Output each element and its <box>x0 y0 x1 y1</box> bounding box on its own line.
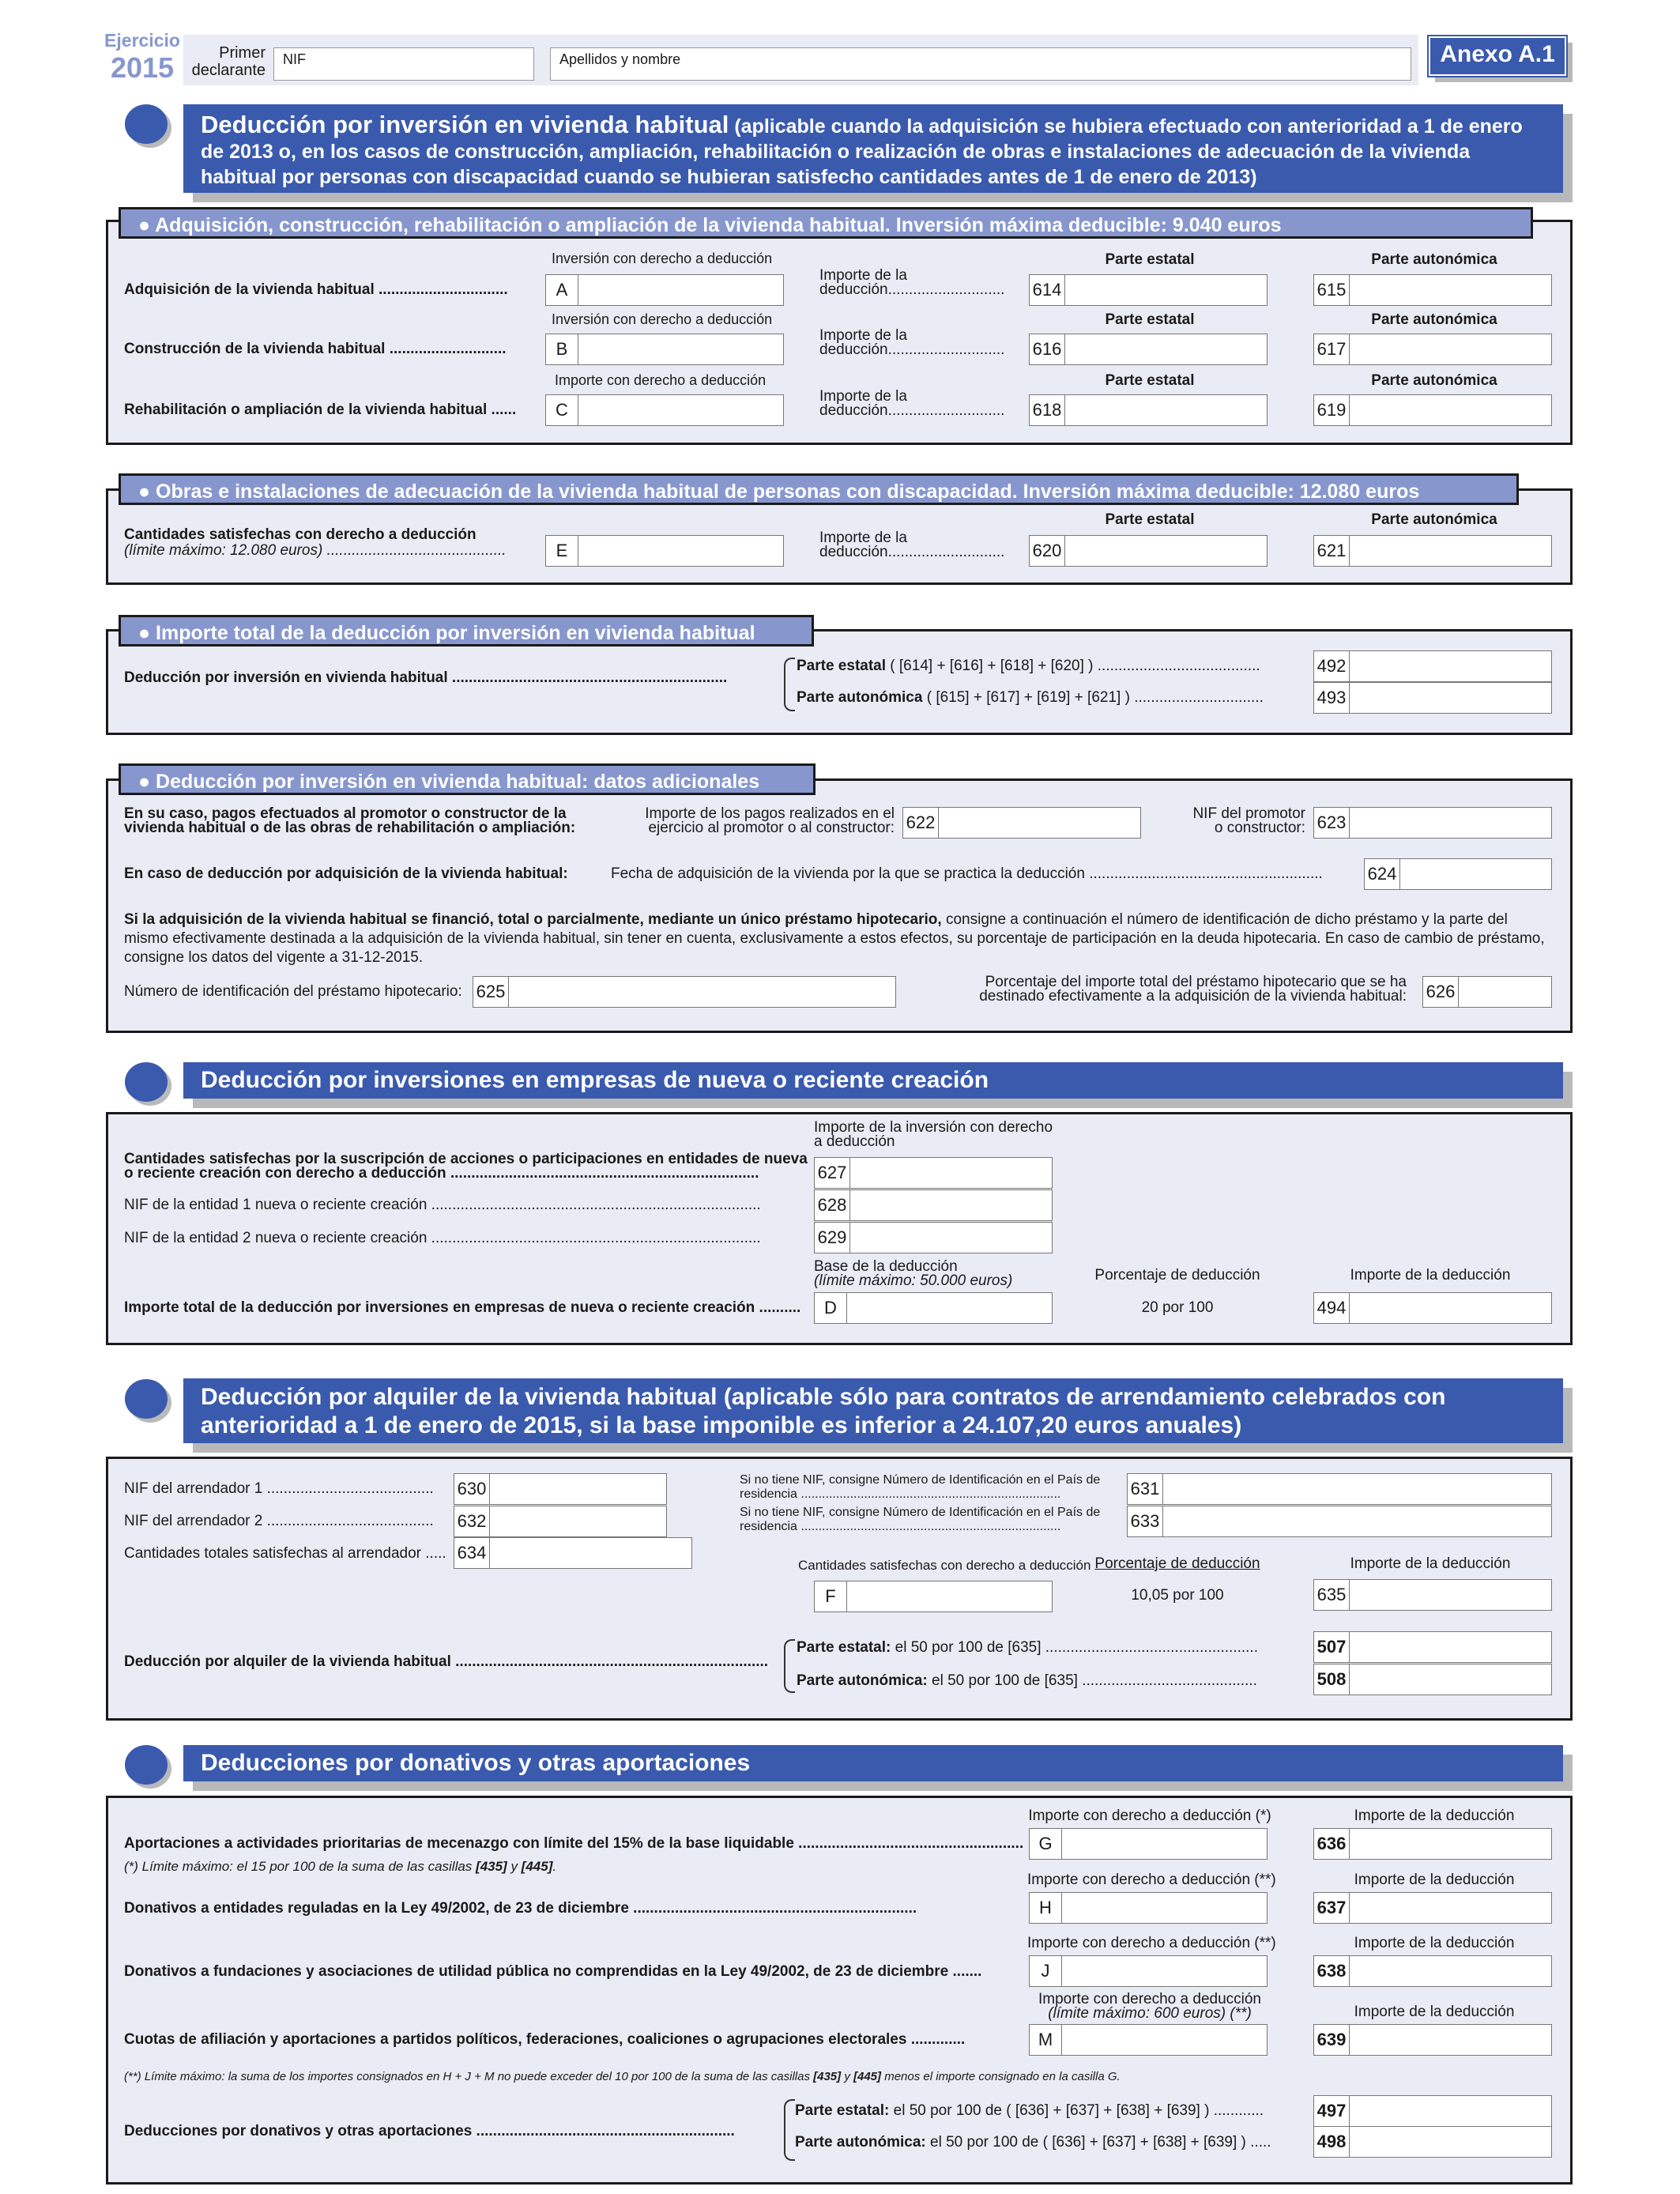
section-empresas-header <box>183 1062 1563 1099</box>
donativos-autonomica-bold: Parte autonómica: <box>795 2134 926 2151</box>
casilla-497-key: 497 <box>1314 2096 1350 2126</box>
total-estatal-label <box>797 658 1260 675</box>
casilla-638[interactable] <box>1313 1955 1552 1987</box>
casilla-630[interactable] <box>454 1473 667 1505</box>
casilla-631[interactable] <box>1127 1473 1552 1505</box>
section-alquiler-title: Deducción por alquiler de la vivienda habitual <box>201 1384 718 1410</box>
parte-estatal-h1: Parte estatal <box>1105 251 1195 268</box>
rehabilitacion-top-label: Importe con derecho a deducción <box>555 372 767 388</box>
importe-label-2: deducción............................ <box>819 281 1005 298</box>
apellidos-label: Apellidos y nombre <box>559 51 681 67</box>
alquiler-autonomica-formula: el 50 por 100 de [635] .......................................... <box>927 1672 1257 1689</box>
section-bullet-icon <box>125 1062 168 1102</box>
importe-label-5: Importe de la <box>819 388 907 405</box>
prestamo-paragraph <box>124 910 1546 967</box>
nif-field[interactable] <box>273 47 534 81</box>
casilla-637-key: 637 <box>1314 1893 1350 1923</box>
casilla-624-key: 624 <box>1365 859 1400 889</box>
casilla-632-key: 632 <box>454 1506 490 1536</box>
pagos-label-1: En su caso, pagos efectuados al promotor o constructor de la <box>124 805 567 822</box>
casilla-508-key: 508 <box>1314 1664 1350 1695</box>
porcentaje-deduccion-h2: Porcentaje de deducción <box>1094 1555 1260 1572</box>
casilla-E-key: E <box>546 536 578 566</box>
casilla-638-key: 638 <box>1314 1956 1350 1986</box>
casilla-620[interactable] <box>1029 535 1268 567</box>
porcentaje-prestamo-label-1: Porcentaje del importe total del préstamo hipotecario que se ha <box>985 974 1407 990</box>
mecenazgo-nota-end: . <box>552 1859 557 1874</box>
casilla-494-key: 494 <box>1314 1293 1350 1323</box>
casilla-628[interactable] <box>814 1189 1053 1221</box>
casilla-637[interactable] <box>1313 1892 1552 1924</box>
donativos-h3: Importe con derecho a deducción (**) <box>1027 1935 1276 1951</box>
parte-autonomica-h3: Parte autonómica <box>1371 372 1497 389</box>
casilla-614[interactable] <box>1029 274 1268 306</box>
importe-label-3: Importe de la <box>819 327 907 344</box>
section-vivienda-subtitle: (aplicable cuando la adquisición se hubiera efectuado con anterioridad a 1 de enero de 2013 o, en los casos de construcción, ampliación, rehabilitación o realización de obras e instalaciones de adecuación de la vivienda habitual por personas con discapacidad cuando se hubieran satisfecho cantidades antes de 1 de enero de 2013) <box>201 115 1523 188</box>
parte-autonomica-h4: Parte autonómica <box>1371 511 1497 528</box>
casilla-627-key: 627 <box>815 1158 850 1188</box>
casilla-636-key: 636 <box>1314 1829 1350 1859</box>
donativos-importe-h2: Importe de la deducción <box>1354 1872 1515 1888</box>
casilla-F[interactable] <box>814 1581 1053 1612</box>
donativos-h4a: Importe con derecho a deducción <box>1038 1991 1261 2007</box>
mecenazgo-nota <box>124 1858 556 1875</box>
discapacidad-limite: (límite máximo: 12.080 euros) ........................................... <box>124 542 507 559</box>
importe-pagos-label-1: Importe de los pagos realizados en el <box>645 805 895 822</box>
porcentaje-deduccion-h1: Porcentaje de deducción <box>1094 1267 1260 1284</box>
alquiler-estatal-label <box>797 1639 1258 1657</box>
porcentaje-prestamo-label-2: destinado efectivamente a la adquisición de la vivienda habitual: <box>979 988 1407 1005</box>
base-deduccion-limite: (límite máximo: 50.000 euros) <box>814 1272 1013 1289</box>
subheader-datos-adicionales: ● Deducción por inversión en vivienda habitual: datos adicionales <box>119 763 816 795</box>
section-alquiler-header <box>183 1378 1563 1443</box>
ejercicio-label: Ejercicio <box>104 30 180 51</box>
alquiler-autonomica-bold: Parte autonómica: <box>797 1672 928 1689</box>
donativos-ley-label: Donativos a entidades reguladas en la Ley 49/2002, de 23 de diciembre .................................................................... <box>124 1900 917 1917</box>
cantidades-satisfechas-h: Cantidades satisfechas con derecho a deducción <box>798 1558 1091 1573</box>
casilla-626-key: 626 <box>1423 977 1459 1007</box>
casilla-621-key: 621 <box>1314 536 1350 566</box>
importe-label-6: deducción............................ <box>819 402 1005 419</box>
casilla-619-key: 619 <box>1314 395 1350 425</box>
sin-nif-1-label-a: Si no tiene NIF, consigne Número de Identificación en el País de <box>740 1473 1101 1487</box>
casilla-D-key: D <box>815 1293 847 1323</box>
donativos-nota-end: menos el importe consignado en la casilla G. <box>881 2070 1121 2083</box>
pagos-label-2: vivienda habitual o de las obras de rehabilitación o ampliación: <box>124 820 576 836</box>
parte-estatal-h2: Parte estatal <box>1105 311 1195 328</box>
section-donativos-title: Deducciones por donativos y otras aportaciones <box>201 1750 751 1776</box>
casilla-618[interactable] <box>1029 394 1268 426</box>
discapacidad-label: Cantidades satisfechas con derecho a deducción <box>124 526 477 543</box>
empresas-total-label: Importe total de la deducción por inversiones en empresas de nueva o reciente creación .......... <box>124 1299 801 1316</box>
casilla-639[interactable] <box>1313 2024 1552 2056</box>
casilla-E[interactable] <box>545 535 784 567</box>
mecenazgo-label: Aportaciones a actividades prioritarias de mecenazgo con límite del 15% de la base liquidable ...................................................... <box>124 1835 1024 1852</box>
nif-label: NIF <box>283 51 306 67</box>
empresas-importe-h2: a deducción <box>814 1133 895 1150</box>
empresas-porcentaje-value: 20 por 100 <box>1141 1299 1214 1316</box>
casilla-616[interactable] <box>1029 334 1268 365</box>
donativos-nota-445: [445] <box>853 2070 882 2083</box>
total-vivienda-brace <box>784 658 795 711</box>
casilla-616-key: 616 <box>1030 334 1065 364</box>
alquiler-porcentaje-value: 10,05 por 100 <box>1131 1587 1224 1604</box>
casilla-498-key: 498 <box>1314 2127 1350 2157</box>
section-empresas-title: Deducción por inversiones en empresas de nueva o reciente creación <box>201 1067 989 1093</box>
total-estatal-bold: Parte estatal <box>797 658 887 674</box>
donativos-h2: Importe con derecho a deducción (**) <box>1027 1872 1276 1888</box>
parte-autonomica-h1: Parte autonómica <box>1371 251 1497 268</box>
empresas-label-2: o reciente creación con derecho a deducción .......................................................................... <box>124 1165 759 1182</box>
casilla-636[interactable] <box>1313 1828 1552 1860</box>
cuotas-partidos-label: Cuotas de afiliación y aportaciones a partidos políticos, federaciones, coaliciones o agrupaciones electorales ............. <box>124 2031 966 2048</box>
donativos-nota-limite <box>124 2068 1121 2086</box>
casilla-623[interactable] <box>1313 807 1552 839</box>
importe-pagos-label-2: ejercicio al promotor o al constructor: <box>648 820 895 836</box>
casilla-614-key: 614 <box>1030 275 1065 305</box>
casilla-620-key: 620 <box>1030 536 1065 566</box>
casilla-H[interactable] <box>1029 1892 1268 1924</box>
casilla-A-key: A <box>546 275 578 305</box>
donativos-estatal-label <box>795 2102 1264 2120</box>
donativos-importe-h3: Importe de la deducción <box>1354 1935 1515 1951</box>
total-arrendador-label: Cantidades totales satisfechas al arrendador ..... <box>124 1545 446 1562</box>
casilla-631-key: 631 <box>1128 1474 1163 1504</box>
section-donativos-header <box>183 1745 1563 1781</box>
importe-label-1: Importe de la <box>819 267 907 284</box>
casilla-615[interactable] <box>1313 274 1552 306</box>
casilla-624[interactable] <box>1364 858 1552 890</box>
sin-nif-2-label-b: residencia .......................................................................... <box>740 1520 1061 1533</box>
casilla-634-key: 634 <box>454 1538 490 1568</box>
prestamo-numero-label: Número de identificación del préstamo hipotecario: <box>124 983 462 1000</box>
casilla-623-key: 623 <box>1314 808 1350 838</box>
section-bullet-icon <box>125 1379 168 1419</box>
importe-deduccion-h2: Importe de la deducción <box>1350 1555 1511 1572</box>
casilla-619[interactable] <box>1313 394 1552 426</box>
casilla-493[interactable] <box>1313 682 1552 714</box>
mecenazgo-nota-text: (*) Límite máximo: el 15 por 100 de la suma de las casillas <box>124 1859 477 1874</box>
donativos-fundaciones-label: Donativos a fundaciones y asociaciones de utilidad pública no comprendidas en la Ley 49/2002, de 23 de diciembre ....... <box>124 1963 982 1980</box>
casilla-633-key: 633 <box>1128 1506 1163 1536</box>
mecenazgo-nota-445: [445] <box>521 1859 553 1874</box>
empresas-label-1: Cantidades satisfechas por la suscripción de acciones o participaciones en entidades de nueva <box>124 1151 808 1167</box>
casilla-627[interactable] <box>814 1157 1053 1189</box>
casilla-493-key: 493 <box>1314 683 1350 713</box>
nif-promotor-label-2: o constructor: <box>1214 820 1305 836</box>
donativos-nota-text: (**) Límite máximo: la suma de los importes consignados en H + J + M no puede exceder del 10 por 100 de la suma de las casillas <box>124 2070 814 2083</box>
casilla-626[interactable] <box>1422 976 1552 1008</box>
casilla-628-key: 628 <box>815 1190 850 1220</box>
subheader-adquisicion: ● Adquisición, construcción, rehabilitación o ampliación de la vivienda habitual. Inversión máxima deducible: 9.040 euros <box>119 207 1533 239</box>
casilla-B[interactable] <box>545 334 784 365</box>
section-alquiler-subtitle: (aplicable sólo para contratos de arrendamiento celebrados con anterioridad a 1 de enero de 2015, si la base imponible es inferior a 24.107,20 euros anuales) <box>201 1384 1446 1438</box>
casilla-492[interactable] <box>1313 650 1552 682</box>
casilla-630-key: 630 <box>454 1474 490 1504</box>
alquiler-brace <box>784 1639 795 1693</box>
sin-nif-2-label-a: Si no tiene NIF, consigne Número de Identificación en el País de <box>740 1506 1101 1519</box>
casilla-635[interactable] <box>1313 1579 1552 1611</box>
fecha-adquisicion-label: En caso de deducción por adquisición de la vivienda habitual: <box>124 865 568 882</box>
alquiler-autonomica-label <box>797 1672 1257 1690</box>
construccion-label: Construcción de la vivienda habitual ............................ <box>124 341 507 357</box>
anexo-label: Anexo A.1 <box>1440 41 1555 67</box>
total-autonomica-bold: Parte autonómica <box>797 689 923 706</box>
fecha-adquisicion-desc: Fecha de adquisición de la vivienda por la que se practica la deducción ........................................................ <box>611 865 1323 882</box>
casilla-498[interactable] <box>1313 2126 1552 2158</box>
casilla-618-key: 618 <box>1030 395 1065 425</box>
casilla-621[interactable] <box>1313 535 1552 567</box>
total-autonomica-label <box>797 689 1264 707</box>
importe-label-8: deducción............................ <box>819 544 1005 560</box>
casilla-625-key: 625 <box>473 977 509 1007</box>
donativos-nota-435: [435] <box>813 2070 842 2083</box>
donativos-autonomica-formula: el 50 por 100 de ( [636] + [637] + [638] + [639] ) ..... <box>925 2134 1271 2151</box>
casilla-508[interactable] <box>1313 1664 1552 1695</box>
casilla-617-key: 617 <box>1314 334 1350 364</box>
mecenazgo-nota-y: y <box>507 1859 522 1874</box>
adquisicion-label: Adquisición de la vivienda habitual ............................... <box>124 281 508 298</box>
arrendador-1-label: NIF del arrendador 1 ........................................ <box>124 1480 434 1497</box>
parte-estatal-h4: Parte estatal <box>1105 511 1195 528</box>
ejercicio-year: 2015 <box>110 51 175 84</box>
declarante-label: declarante <box>191 62 266 79</box>
casilla-507[interactable] <box>1313 1631 1552 1663</box>
total-vivienda-label: Deducción por inversión en vivienda habitual .................................................................. <box>124 669 728 686</box>
construccion-top-label: Inversión con derecho a deducción <box>552 311 773 327</box>
prestamo-paragraph-text: consigne a continuación el número de identificación de dicho préstamo y la parte del mismo efectivamente destinada a la adquisición de la vivienda habitual, sin tener en cuenta, exclusivamente a estos efectos, su porcentaje de participación en la deuda hipotecaria. En caso de cambio de préstamo, consigne los datos del vigente a 31-12-2015. <box>124 911 1545 966</box>
parte-autonomica-h2: Parte autonómica <box>1371 311 1497 328</box>
base-deduccion-label: Base de la deducción <box>814 1258 958 1275</box>
total-autonomica-formula: ( [615] + [617] + [619] + [621] ) ............................... <box>922 689 1264 706</box>
nif-entidad-1-label: NIF de la entidad 1 nueva o reciente creación ............................................................................... <box>124 1197 761 1213</box>
casilla-492-key: 492 <box>1314 651 1350 681</box>
casilla-F-key: F <box>815 1581 847 1612</box>
casilla-M[interactable] <box>1029 2024 1268 2056</box>
casilla-G-key: G <box>1030 1829 1062 1859</box>
casilla-G[interactable] <box>1029 1828 1268 1860</box>
casilla-639-key: 639 <box>1314 2025 1350 2055</box>
donativos-importe-h1: Importe de la deducción <box>1354 1808 1515 1824</box>
casilla-622[interactable] <box>902 807 1141 839</box>
parte-estatal-h3: Parte estatal <box>1105 372 1195 389</box>
importe-deduccion-h1: Importe de la deducción <box>1350 1267 1511 1284</box>
section-bullet-icon <box>125 1745 168 1785</box>
donativos-h4b: (límite máximo: 600 euros) (**) <box>1048 2005 1252 2022</box>
deduccion-alquiler-label: Deducción por alquiler de la vivienda habitual ........................................................................... <box>124 1653 769 1670</box>
casilla-615-key: 615 <box>1314 275 1350 305</box>
donativos-h1: Importe con derecho a deducción (*) <box>1028 1808 1271 1824</box>
casilla-J-key: J <box>1030 1956 1062 1986</box>
alquiler-estatal-formula: el 50 por 100 de [635] ................................................... <box>891 1639 1258 1656</box>
casilla-622-key: 622 <box>903 808 939 838</box>
alquiler-estatal-bold: Parte estatal: <box>797 1639 891 1656</box>
mecenazgo-nota-435: [435] <box>476 1859 507 1874</box>
casilla-635-key: 635 <box>1314 1580 1350 1610</box>
casilla-C[interactable] <box>545 394 784 426</box>
total-estatal-formula: ( [614] + [616] + [618] + [620] ) ....................................... <box>886 658 1260 674</box>
casilla-633[interactable] <box>1127 1506 1552 1537</box>
importe-label-7: Importe de la <box>819 530 907 546</box>
sin-nif-1-label-b: residencia .......................................................................... <box>740 1487 1061 1501</box>
donativos-importe-h4: Importe de la deducción <box>1354 2004 1515 2020</box>
donativos-estatal-bold: Parte estatal: <box>795 2102 890 2119</box>
casilla-629[interactable] <box>814 1222 1053 1253</box>
casilla-617[interactable] <box>1313 334 1552 365</box>
section-vivienda-title: Deducción por inversión en vivienda habitual <box>201 111 729 138</box>
adquisicion-top-label: Inversión con derecho a deducción <box>552 251 773 266</box>
prestamo-paragraph-bold: Si la adquisición de la vivienda habitual se financió, total o parcialmente, mediante un único préstamo hipotecario, <box>124 911 942 928</box>
section-vivienda-header <box>183 104 1563 193</box>
casilla-B-key: B <box>546 334 578 364</box>
donativos-nota-y: y <box>841 2070 853 2083</box>
arrendador-2-label: NIF del arrendador 2 ........................................ <box>124 1513 434 1529</box>
casilla-M-key: M <box>1030 2025 1062 2055</box>
casilla-507-key: 507 <box>1314 1632 1350 1662</box>
rehabilitacion-label: Rehabilitación o ampliación de la vivienda habitual ...... <box>124 401 517 418</box>
casilla-629-key: 629 <box>815 1223 850 1253</box>
casilla-H-key: H <box>1030 1893 1062 1923</box>
casilla-494[interactable] <box>1313 1292 1552 1324</box>
nif-promotor-label-1: NIF del promotor <box>1192 805 1305 822</box>
subheader-discapacidad: ● Obras e instalaciones de adecuación de la vivienda habitual de personas con discapacidad. Inversión máxima deducible: 12.080 euros <box>119 473 1519 505</box>
casilla-625[interactable] <box>473 976 896 1008</box>
donativos-brace <box>784 2099 795 2161</box>
casilla-632[interactable] <box>454 1506 667 1537</box>
subheader-total-vivienda: ● Importe total de la deducción por inversión en vivienda habitual <box>119 615 814 647</box>
empresas-importe-h1: Importe de la inversión con derecho <box>814 1119 1053 1136</box>
casilla-497[interactable] <box>1313 2095 1552 2127</box>
primer-label: Primer <box>219 44 266 62</box>
casilla-J[interactable] <box>1029 1955 1268 1987</box>
importe-label-4: deducción............................ <box>819 341 1005 358</box>
donativos-estatal-formula: el 50 por 100 de ( [636] + [637] + [638] + [639] ) ............ <box>889 2102 1264 2119</box>
casilla-A[interactable] <box>545 274 784 306</box>
casilla-634[interactable] <box>454 1537 692 1569</box>
casilla-D[interactable] <box>814 1292 1053 1324</box>
donativos-autonomica-label <box>795 2134 1271 2151</box>
deducciones-donativos-label: Deducciones por donativos y otras aportaciones .............................................................. <box>124 2123 735 2139</box>
section-bullet-icon <box>125 104 168 144</box>
casilla-C-key: C <box>546 395 578 425</box>
nif-entidad-2-label: NIF de la entidad 2 nueva o reciente creación ............................................................................... <box>124 1230 761 1246</box>
